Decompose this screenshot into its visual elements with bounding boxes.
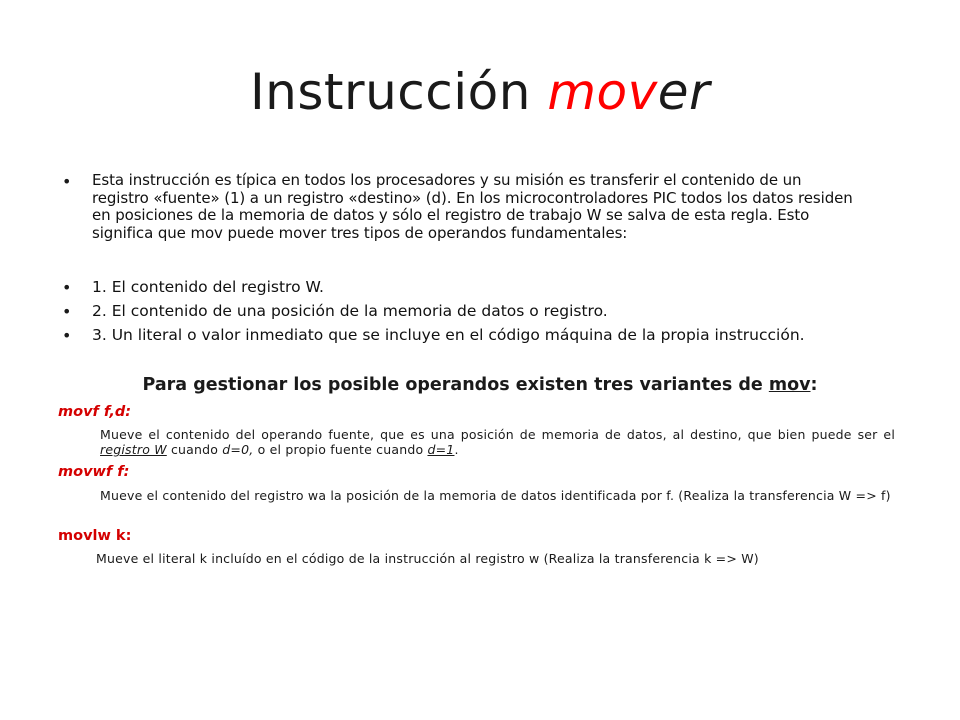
bullet-text: 3. Un literal o valor inmediato que se incluye en el código máquina de la propia instrucción. xyxy=(92,326,805,344)
variant-name-movf: movf f,d: xyxy=(58,404,132,420)
bullet-dot: • xyxy=(62,302,72,321)
movf-desc-part3: o el propio fuente cuando xyxy=(253,442,428,457)
variant-name-movwf: movwf f: xyxy=(58,464,130,480)
variants-heading xyxy=(0,373,960,397)
heading-mov: mov xyxy=(768,375,811,395)
movf-desc-register: registro W xyxy=(100,442,167,457)
variant-desc-movf xyxy=(100,427,895,457)
heading-colon: : xyxy=(810,375,818,395)
movf-desc-d1: d=1 xyxy=(427,442,455,457)
bullet-text: 1. El contenido del registro W. xyxy=(92,278,324,296)
title-accent: mov xyxy=(547,63,658,121)
variant-desc-movlw: Mueve el literal k incluído en el código de la instrucción al registro w (Realiza la transferencia k => W) xyxy=(96,551,759,566)
movf-desc-part1: Mueve el contenido del operando fuente, que es una posición de memoria de datos, al destino, que bien puede ser el xyxy=(100,427,895,442)
title-main: Instrucción xyxy=(249,63,548,121)
bullet-dot: • xyxy=(62,172,72,191)
bullet-dot: • xyxy=(62,326,72,345)
bullet-text: 2. El contenido de una posición de la memoria de datos o registro. xyxy=(92,302,608,320)
movf-desc-d0: d=0, xyxy=(222,442,254,457)
movf-desc-part2: cuando xyxy=(166,442,223,457)
movf-desc-end: . xyxy=(454,442,459,457)
variant-desc-movwf: Mueve el contenido del registro wa la posición de la memoria de datos identificada por f. (Realiza la transferencia W => f) xyxy=(100,488,891,503)
bullet-text: Esta instrucción es típica en todos los procesadores y su misión es transferir el contenido de un registro «fuente» (1) a un registro «destino» (d). En los microcontroladores PIC todos los datos residen en posiciones de la memoria de datos y sólo el registro de trabajo W se salva de esta regla. Esto significa que mov puede mover tres tipos de operandos fundamentales: xyxy=(92,171,853,242)
variant-name-movlw: movlw k: xyxy=(58,528,132,544)
heading-text: Para gestionar los posible operandos existen tres variantes de xyxy=(142,375,769,395)
slide-title xyxy=(0,60,960,124)
title-accent-tail: er xyxy=(657,63,711,121)
bullet-dot: • xyxy=(62,278,72,297)
